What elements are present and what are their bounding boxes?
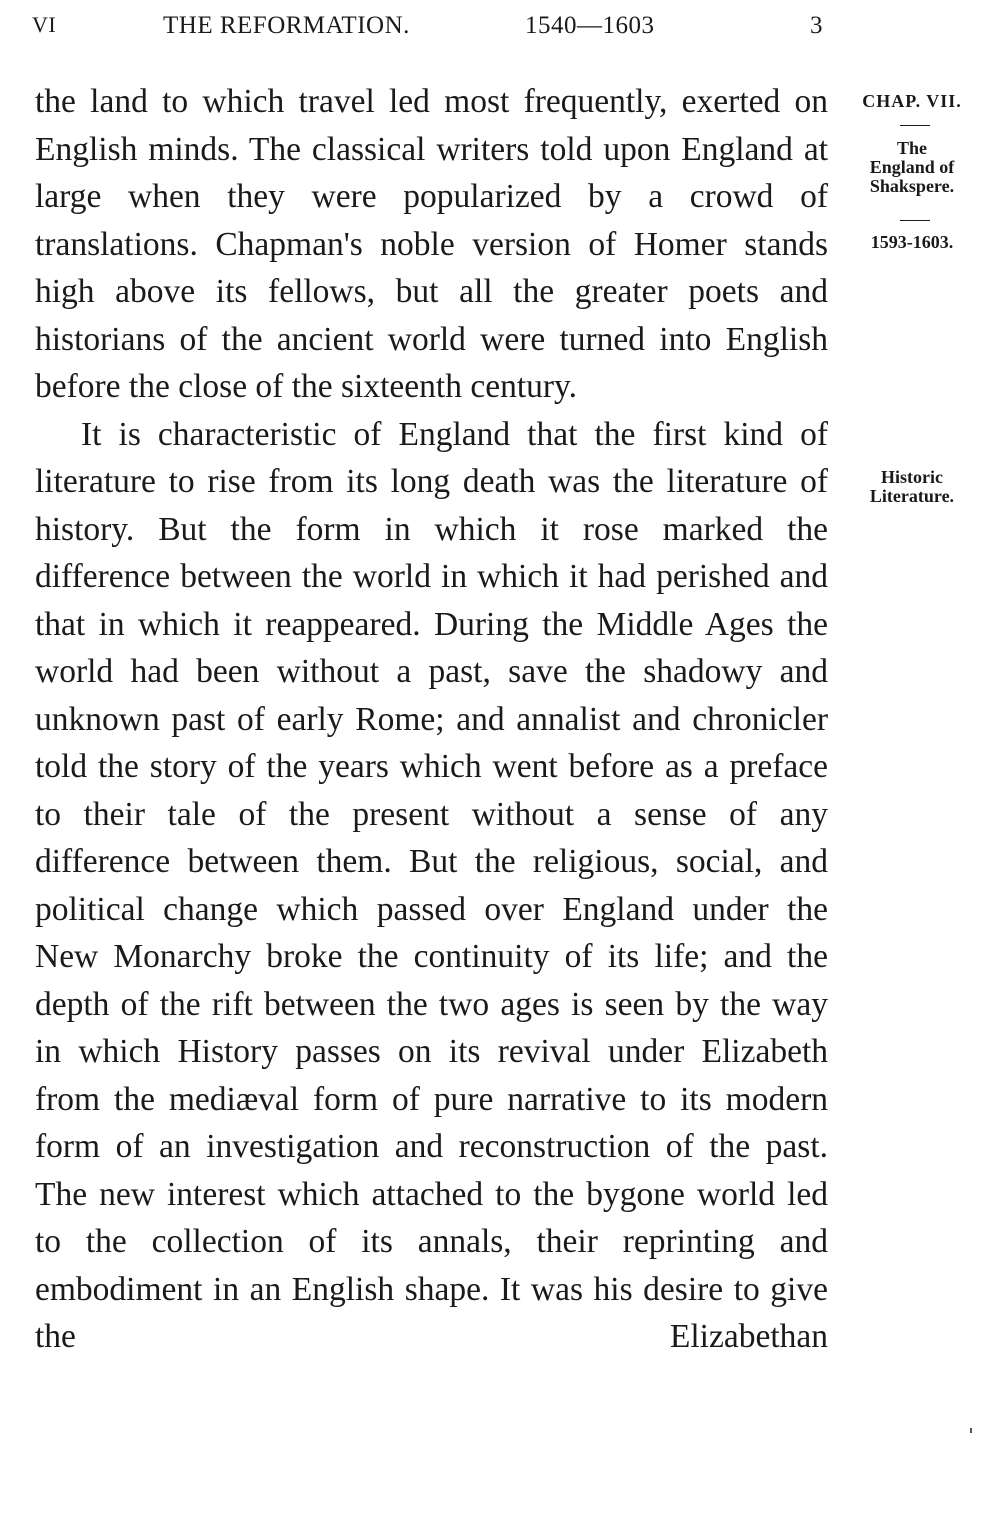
chapter-note: CHAP. VII. <box>862 91 962 111</box>
print-speck <box>970 1428 972 1433</box>
running-head <box>30 12 830 42</box>
paragraph-historic-literature: It is characteristic of England that the first kind of literature to rise from its long death was the literature of history. But the form in which it rose marked the difference between the world in which it had perished and that in which it reappeared. During the Middle Ages the world had been without a past, save the shadowy and unknown past of early Rome; and annalist and chronicler told the story of the years which went before as a preface to their tale of the present without a sense of any difference between them. But the religious, social, and political change which passed over England under the New Monarchy broke the continuity of its life; and the depth of the rift between the two ages is seen by the way in which History passes on its revival under Elizabeth from the mediæval form of pure narrative to its modern form of an investigation and reconstruction of the past. The new interest which attached to the bygone world led to the collection of its annals, their reprinting and embodiment in an English shape. It was his desire to give the Elizabethan <box>35 415 828 1355</box>
paragraph-continued: the land to which travel led most frequently, exerted on English minds. The classical writers told upon England at large when they were popularized by a crowd of translations. Chapman's noble version of Homer stands high above its fellows, but all the greater poets and historians of the ancient world were turned into English before the close of the sixteenth century. <box>35 83 828 405</box>
page-number: 3 <box>810 12 823 39</box>
topic-note-line: Shakspere. <box>869 176 955 196</box>
volume-number: VI <box>32 12 57 37</box>
historic-note-line: Literature. <box>869 486 955 506</box>
topic-note-line: England of <box>869 157 955 177</box>
topic-note-line: The <box>896 138 927 158</box>
historic-literature-note <box>838 468 986 506</box>
historic-note-line: Historic <box>881 467 943 487</box>
years-note: 1593-1603. <box>870 232 954 252</box>
running-title: THE REFORMATION. <box>163 12 410 39</box>
topic-note <box>838 139 986 196</box>
note-divider <box>900 125 930 126</box>
note-divider <box>900 220 930 221</box>
running-dates: 1540—1603 <box>525 12 655 39</box>
body-text <box>35 78 828 1361</box>
